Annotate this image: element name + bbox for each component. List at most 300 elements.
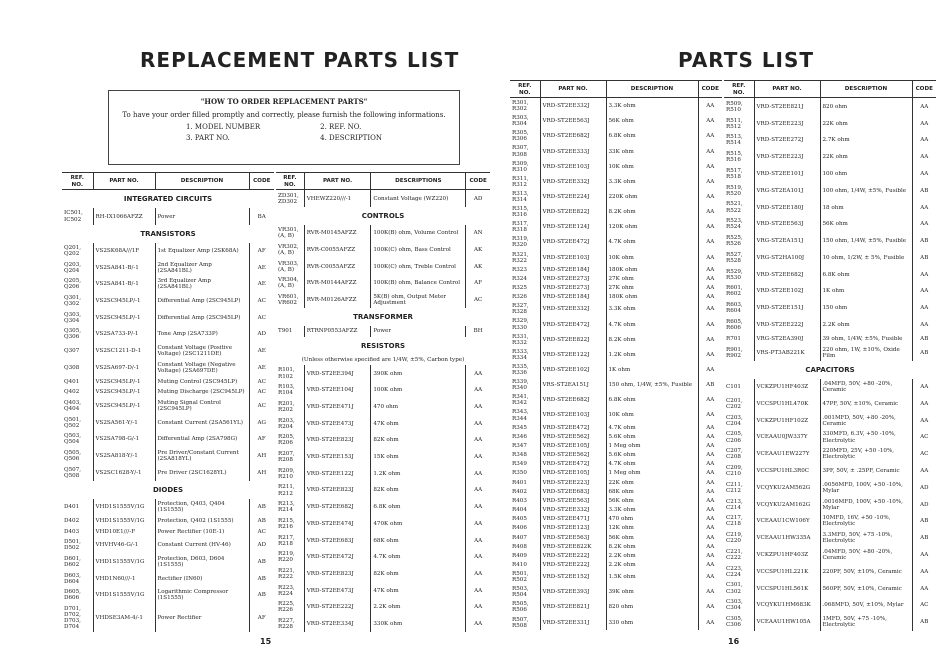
code-cell: AB xyxy=(257,575,266,582)
code-cell: AF xyxy=(257,247,266,254)
ref-no-cell: R215, R216 xyxy=(276,516,304,533)
table-row xyxy=(510,451,722,460)
part-no-cell: VRD-ST2EE332J xyxy=(540,506,606,515)
code-cell: AA xyxy=(474,454,483,461)
description-cell: 220K ohm xyxy=(606,189,698,204)
code-cell: AB xyxy=(920,349,929,356)
ref-no-cell: R225, R226 xyxy=(276,599,304,616)
description-cell: Protection, D603, D604 (1S1555) xyxy=(155,554,249,571)
ref-no-cell: VR304, (A, B) xyxy=(276,275,304,292)
part-no-cell: VRD-ST2EE471J xyxy=(540,515,606,524)
col-header-ref: REF. NO. xyxy=(62,173,93,190)
ref-no-cell: R525, R526 xyxy=(724,233,754,250)
ref-no-cell: R207, R208 xyxy=(276,449,304,466)
ref-no-cell: R213, R214 xyxy=(276,499,304,516)
description-cell: 100K(C) ohm, Treble Control xyxy=(371,258,466,275)
part-no-cell: VS2SA818-Y/-1 xyxy=(93,448,155,465)
description-cell: 220 ohm, 1W, ±10%, Oxide Film xyxy=(820,344,912,361)
table-row xyxy=(510,432,722,441)
description-cell: 100K(B) ohm, Balance Control xyxy=(371,275,466,292)
code-cell: AB xyxy=(257,558,266,565)
code-cell: AA xyxy=(706,178,715,185)
section-heading-row xyxy=(276,207,490,225)
description-cell: 10K ohm xyxy=(606,159,698,174)
description-cell: 6.8K ohm xyxy=(371,499,466,516)
table-row xyxy=(62,243,274,260)
description-cell: Differential Amp (2SA798G) xyxy=(155,431,249,448)
ref-no-cell: R515, R516 xyxy=(724,149,754,166)
description-cell: 1.5K ohm xyxy=(606,570,698,585)
description-cell: 39K ohm xyxy=(606,585,698,600)
part-no-cell: VRD-ST2EE332J xyxy=(540,174,606,189)
code-cell: AA xyxy=(706,275,715,282)
code-cell: AC xyxy=(257,402,266,409)
description-cell: 10MFD, 16V, +50 -10%, Electrolytic xyxy=(820,513,912,530)
description-cell: .0016MFD, 100V, +50 -10%, Mylar xyxy=(820,496,912,513)
description-cell: 10 ohm, 1/2W, ± 5%, Fusible xyxy=(820,250,912,267)
code-cell: AH xyxy=(257,469,267,476)
description-cell: 120K ohm xyxy=(606,220,698,235)
table-row xyxy=(724,199,936,216)
code-cell: AA xyxy=(706,367,715,373)
part-no-cell: VRD-ST2EE105J xyxy=(540,469,606,478)
table-row xyxy=(276,482,490,499)
ref-no-cell: Q303, Q304 xyxy=(62,309,93,326)
col-header-desc: DESCRIPTIONS xyxy=(371,173,466,190)
part-no-cell: VCKZPU1HF102Z xyxy=(754,412,820,429)
col-header-ref: REF. NO. xyxy=(724,81,754,98)
part-no-cell: VRD-ST2EE473J xyxy=(304,415,371,432)
description-cell: 3.3MFD, 50V, +75 -10%, Electrolytic xyxy=(820,530,912,547)
ref-no-cell: R317, R318 xyxy=(510,220,540,235)
table-row xyxy=(724,283,936,300)
ref-no-cell: D401 xyxy=(62,499,93,516)
part-no-cell: VRD-ST2EE222J xyxy=(304,599,371,616)
code-cell: AA xyxy=(920,305,929,312)
part-no-cell: VS2SC945LP/-1 xyxy=(93,293,155,310)
ref-no-cell: R513, R514 xyxy=(724,132,754,149)
table-row xyxy=(510,615,722,630)
description-cell: 390K ohm xyxy=(371,365,466,382)
table-row xyxy=(510,542,722,551)
code-cell: AA xyxy=(920,468,929,475)
code-cell: AA xyxy=(920,170,929,177)
description-cell: 5.6K ohm xyxy=(606,451,698,460)
part-no-cell: VRD-ST2EE821J xyxy=(754,98,820,116)
code-cell: AA xyxy=(706,442,715,449)
part-no-cell: VRD-ST2EE822K xyxy=(540,542,606,551)
part-no-cell: RH-IX1066AFZZ xyxy=(93,208,155,225)
part-no-cell: VRS-PT3AB221K xyxy=(754,344,820,361)
ref-no-cell: R339, R340 xyxy=(510,378,540,393)
ref-no-cell: R219, R220 xyxy=(276,549,304,566)
part-no-cell: VRD-ST2EE563J xyxy=(754,216,820,233)
part-no-cell: VCEAAU1HW105A xyxy=(754,614,820,631)
ref-no-cell: R326 xyxy=(510,293,540,302)
code-cell: AA xyxy=(706,479,715,486)
part-no-cell: VRS-ST2EA151J xyxy=(540,378,606,393)
part-no-cell: VCEAAU0JW337Y xyxy=(754,429,820,446)
description-cell: 1MFD, 50V, +75 -10%, Electrolytic xyxy=(820,614,912,631)
code-cell: AE xyxy=(257,364,266,371)
description-cell: 27K ohm xyxy=(606,284,698,293)
description-cell: 150 ohm, 1/4W, ±5%, Fusible xyxy=(606,378,698,393)
part-no-cell: VRD-ST2EE153J xyxy=(304,449,371,466)
description-cell: 3.3K ohm xyxy=(606,506,698,515)
table-row xyxy=(510,585,722,600)
part-no-cell: VS2SC1211-D-1 xyxy=(93,343,155,360)
part-no-cell: VRD-ST2EE563J xyxy=(540,533,606,542)
ref-no-cell: D605, D606 xyxy=(62,587,93,604)
code-cell: AA xyxy=(474,403,483,410)
part-no-cell: VS2SC945LP/-1 xyxy=(93,387,155,398)
description-cell: Muting Control (2SC945LP) xyxy=(155,376,249,387)
ref-no-cell: R348 xyxy=(510,451,540,460)
description-cell: 5.6K ohm xyxy=(606,432,698,441)
code-cell: AB xyxy=(706,382,715,389)
part-no-cell: VRD-ST2EE472J xyxy=(540,317,606,332)
code-cell: AA xyxy=(706,321,715,328)
table-row xyxy=(724,379,936,396)
part-no-cell: VRD-ST2EE122J xyxy=(540,347,606,362)
part-no-cell: VRD-ST2EE184J xyxy=(540,265,606,274)
table-row xyxy=(510,469,722,478)
table-row xyxy=(724,149,936,166)
code-cell: AB xyxy=(257,517,266,524)
part-no-cell: VRD-ST2EE822J xyxy=(540,205,606,220)
part-no-cell: VRD-ST2EE562J xyxy=(540,451,606,460)
table-row xyxy=(510,515,722,524)
description-cell: 47K ohm xyxy=(371,415,466,432)
table-row xyxy=(510,189,722,204)
instruction-item: 2. REF. NO. xyxy=(320,123,362,131)
description-cell: 100K(B) ohm, Volume Control xyxy=(371,225,466,242)
part-no-cell: VRD-ST2EE103J xyxy=(540,408,606,423)
code-cell: AD xyxy=(473,195,483,202)
code-cell: AB xyxy=(920,187,929,194)
part-no-cell: VRD-ST2EE394J xyxy=(304,365,371,382)
part-no-cell: VRD-ST2EE103J xyxy=(540,159,606,174)
code-cell: AA xyxy=(706,470,715,477)
table-row xyxy=(62,431,274,448)
ref-no-cell: C217, C218 xyxy=(724,513,754,530)
table-row xyxy=(724,166,936,183)
code-cell: AD xyxy=(257,542,267,549)
code-cell: AA xyxy=(474,520,483,527)
description-cell: 150 ohm, 1/4W, ±5%, Fusible xyxy=(820,233,912,250)
part-no-cell: VRD-ST2EE562J xyxy=(540,432,606,441)
right-page xyxy=(478,0,950,672)
table-row xyxy=(724,115,936,132)
table-row xyxy=(62,570,274,587)
ref-no-cell: Q203, Q204 xyxy=(62,259,93,276)
ref-no-cell: R529, R530 xyxy=(724,266,754,283)
description-cell: 4.7K ohm xyxy=(606,235,698,250)
part-no-cell: VRD-ST2EE682J xyxy=(540,129,606,144)
table-row xyxy=(724,250,936,267)
part-no-cell: VRD-ST2EE563J xyxy=(540,114,606,129)
code-cell: AA xyxy=(474,587,483,594)
table-row xyxy=(276,275,490,292)
ref-no-cell: R221, R222 xyxy=(276,566,304,583)
code-cell: AE xyxy=(257,281,266,288)
table-row xyxy=(276,449,490,466)
description-cell: 56K ohm xyxy=(820,216,912,233)
code-cell: AA xyxy=(706,452,715,459)
description-cell: 1st Equalizer Amp (2SK68A) xyxy=(155,243,249,260)
ref-no-cell: R605, R606 xyxy=(724,317,754,334)
ref-no-cell: R404 xyxy=(510,506,540,515)
table-row xyxy=(276,616,490,633)
part-no-cell: VS2SC945LP/-1 xyxy=(93,376,155,387)
section-heading: TRANSISTORS xyxy=(140,229,196,238)
description-cell: 4.7K ohm xyxy=(606,423,698,432)
ref-no-cell: R405 xyxy=(510,515,540,524)
table-row xyxy=(510,250,722,265)
description-cell: Constant Voltage (WZ220) xyxy=(371,190,466,208)
part-no-cell: VRD-ST2EE222J xyxy=(540,551,606,560)
col-header-desc: DESCRIPTION xyxy=(820,81,912,98)
description-cell: 2nd Equalizer Amp (2SA841BL) xyxy=(155,259,249,276)
code-cell: AC xyxy=(257,378,266,385)
section-heading: INTEGRATED CIRCUITS xyxy=(123,195,213,204)
table-row xyxy=(724,317,936,334)
code-cell: AA xyxy=(706,525,715,532)
ref-no-cell: VR303, (A, B) xyxy=(276,258,304,275)
ref-no-cell: Q201, Q202 xyxy=(62,243,93,260)
code-cell: AA xyxy=(706,543,715,550)
part-no-cell: VS2SA798-G/-1 xyxy=(93,431,155,448)
ref-no-cell: R203, R204 xyxy=(276,415,304,432)
ref-no-cell: R523, R524 xyxy=(724,216,754,233)
ref-no-cell: R313, R314 xyxy=(510,189,540,204)
description-cell: 68K ohm xyxy=(606,487,698,496)
ref-no-cell: R350 xyxy=(510,469,540,478)
code-cell: AC xyxy=(473,297,483,304)
ref-no-cell: C211, C212 xyxy=(724,479,754,496)
table-row xyxy=(276,292,490,309)
code-cell: AB xyxy=(920,238,929,245)
ref-no-cell: R408 xyxy=(510,542,540,551)
code-cell: AA xyxy=(920,322,929,328)
table-row xyxy=(510,317,722,332)
code-cell: AA xyxy=(474,604,483,611)
code-cell: AA xyxy=(474,370,483,377)
code-cell: AA xyxy=(706,224,715,231)
ref-no-cell: R509, R510 xyxy=(724,98,754,116)
table-row xyxy=(510,159,722,174)
ref-no-cell: C213, C214 xyxy=(724,496,754,513)
code-cell: AA xyxy=(920,204,929,211)
part-no-cell: VRD-ST2EE224J xyxy=(540,189,606,204)
description-cell: 1 Meg ohm xyxy=(606,469,698,478)
description-cell: 22K ohm xyxy=(820,149,912,166)
part-no-cell: VRD-ST2EE124J xyxy=(540,220,606,235)
part-no-cell: VCCSPU1HL3R0C xyxy=(754,463,820,480)
ordering-instructions-box xyxy=(108,90,460,165)
table-row xyxy=(510,423,722,432)
code-cell: AA xyxy=(706,561,715,568)
section-heading-row xyxy=(724,361,936,379)
code-cell: AA xyxy=(706,412,715,419)
part-no-cell: VRD-ST2EE683J xyxy=(540,487,606,496)
ref-no-cell: C301, C302 xyxy=(724,580,754,597)
table-row xyxy=(276,382,490,399)
code-cell: AA xyxy=(474,570,483,577)
table-row xyxy=(510,551,722,560)
part-no-cell: VCEAAU1HW335A xyxy=(754,530,820,547)
ref-no-cell: Q205, Q206 xyxy=(62,276,93,293)
instruction-item: 3. PART NO. xyxy=(186,134,230,142)
description-cell: 22K ohm xyxy=(820,115,912,132)
part-no-cell: VRD-ST2EE273J xyxy=(540,284,606,293)
table-row xyxy=(276,432,490,449)
ref-no-cell: R103, R104 xyxy=(276,382,304,399)
table-row xyxy=(510,524,722,533)
part-no-cell: VRD-ST2EE823J xyxy=(304,482,371,499)
code-cell: AB xyxy=(920,518,929,525)
code-cell: AB xyxy=(920,535,929,542)
table-row xyxy=(62,554,274,571)
section-heading: CAPACITORS xyxy=(805,365,855,374)
ref-no-cell: R346 xyxy=(510,432,540,441)
code-cell: AA xyxy=(920,103,929,110)
col-header-part: PART NO. xyxy=(540,81,606,98)
code-cell: AD xyxy=(919,501,929,508)
code-cell: AD xyxy=(919,484,929,491)
section-heading: CONTROLS xyxy=(361,212,405,220)
description-cell: 56K ohm xyxy=(606,533,698,542)
table-row xyxy=(62,376,274,387)
ref-no-cell: R303, R304 xyxy=(510,114,540,129)
code-cell: AA xyxy=(706,351,715,358)
description-cell: 6.8K ohm xyxy=(606,393,698,408)
ref-no-cell: R406 xyxy=(510,524,540,533)
table-row xyxy=(510,284,722,293)
table-row xyxy=(276,399,490,416)
table-row xyxy=(724,513,936,530)
table-row xyxy=(724,614,936,631)
part-no-cell: VHD1N60///-1 xyxy=(93,570,155,587)
description-cell: 3PF, 50V, ± .25PF, Ceramic xyxy=(820,463,912,480)
part-no-cell: VCQYKU2AM162G xyxy=(754,496,820,513)
ref-no-cell: R521, R522 xyxy=(724,199,754,216)
ref-no-cell: R407 xyxy=(510,533,540,542)
code-cell: AC xyxy=(257,314,266,321)
ref-no-cell: R601, R602 xyxy=(724,283,754,300)
description-cell: 220MFD, 25V, +50 -10%, Electrolytic xyxy=(820,446,912,463)
description-cell: Power Rectifier (10E-1) xyxy=(155,526,249,537)
ref-no-cell: D601, D602 xyxy=(62,554,93,571)
code-cell: AH xyxy=(257,453,267,460)
part-no-cell: VCQYKU2AM562G xyxy=(754,479,820,496)
table-row xyxy=(510,174,722,189)
table-row xyxy=(510,293,722,302)
table-row xyxy=(510,98,722,114)
code-cell: AA xyxy=(706,266,715,273)
description-cell: 470 ohm xyxy=(606,515,698,524)
col-header-code: CODE xyxy=(698,81,722,98)
code-cell: AA xyxy=(706,604,715,611)
description-cell: 220PF, 50V, ±10%, Ceramic xyxy=(820,563,912,580)
code-cell: AG xyxy=(257,419,266,426)
part-no-cell: VHD10E1///-F xyxy=(93,526,155,537)
description-cell: 8.2K ohm xyxy=(606,332,698,347)
parts-table-left-a xyxy=(62,172,274,632)
part-no-cell: VRD-ST2EE273J xyxy=(540,274,606,283)
ref-no-cell: R311, R312 xyxy=(510,174,540,189)
table-row xyxy=(510,235,722,250)
ref-no-cell: R315, R316 xyxy=(510,205,540,220)
ref-no-cell: C209, C210 xyxy=(724,463,754,480)
table-row xyxy=(724,496,936,513)
description-cell: 820 ohm xyxy=(606,600,698,615)
table-row xyxy=(724,530,936,547)
part-no-cell: VCEAAU1CW106Y xyxy=(754,513,820,530)
ref-no-cell: T901 xyxy=(276,326,304,337)
code-cell: AC xyxy=(257,528,266,535)
description-cell: 12K ohm xyxy=(606,524,698,533)
part-no-cell: VRD-ST2EE102J xyxy=(754,283,820,300)
description-cell: 4.7K ohm xyxy=(606,460,698,469)
description-cell: 6.8K ohm xyxy=(606,129,698,144)
table-row xyxy=(724,429,936,446)
ref-no-cell: D403 xyxy=(62,526,93,537)
part-no-cell: VRD-ST2EE682J xyxy=(540,393,606,408)
part-no-cell: VRD-ST2EE332J xyxy=(540,302,606,317)
table-row xyxy=(510,129,722,144)
part-no-cell: VRD-ST2EE683J xyxy=(304,532,371,549)
table-row xyxy=(510,460,722,469)
col-header-part: PART NO. xyxy=(93,173,155,190)
ref-no-cell: R223, R224 xyxy=(276,582,304,599)
description-cell: 1.2K ohm xyxy=(371,465,466,482)
code-cell: AE xyxy=(257,348,266,355)
col-header-code: CODE xyxy=(249,173,274,190)
table-row xyxy=(510,408,722,423)
description-cell: Power xyxy=(155,208,249,225)
code-cell: AC xyxy=(920,434,929,441)
code-cell: AA xyxy=(920,585,929,592)
code-cell: AA xyxy=(706,102,715,109)
ref-no-cell: R527, R528 xyxy=(724,250,754,267)
ref-no-cell: Q507, Q508 xyxy=(62,464,93,481)
description-cell: 2.2K ohm xyxy=(606,551,698,560)
description-cell: .001MFD, 50V, +80 -20%, Ceramic xyxy=(820,412,912,429)
part-no-cell: VRD-ST2EE822J xyxy=(540,332,606,347)
code-cell: AA xyxy=(920,551,929,558)
description-cell: 82K ohm xyxy=(371,482,466,499)
code-cell: AA xyxy=(706,397,715,404)
part-no-cell: VRG-ST2HA100J xyxy=(754,250,820,267)
ref-no-cell: R309, R310 xyxy=(510,159,540,174)
ref-no-cell: R307, R308 xyxy=(510,144,540,159)
description-cell: 39 ohm, 1/4W, ±5%, Fusible xyxy=(820,333,912,344)
table-row xyxy=(724,563,936,580)
part-no-cell: VRD-ST2EE393J xyxy=(540,585,606,600)
description-cell: 47K ohm xyxy=(371,582,466,599)
ref-no-cell: D701, D702, D703, D704 xyxy=(62,604,93,633)
part-no-cell: VRD-ST2EE222J xyxy=(754,317,820,334)
part-no-cell: VCEAAU1EW227Y xyxy=(754,446,820,463)
table-row xyxy=(510,114,722,129)
part-no-cell: VCCSPU1HL221K xyxy=(754,563,820,580)
description-cell: 560PF, 50V, ±10%, Ceramic xyxy=(820,580,912,597)
description-cell: 3.3K ohm xyxy=(606,98,698,114)
code-cell: AA xyxy=(706,163,715,170)
ref-no-cell: C203, C204 xyxy=(724,412,754,429)
part-no-cell: VRD-ST2EE180J xyxy=(754,199,820,216)
